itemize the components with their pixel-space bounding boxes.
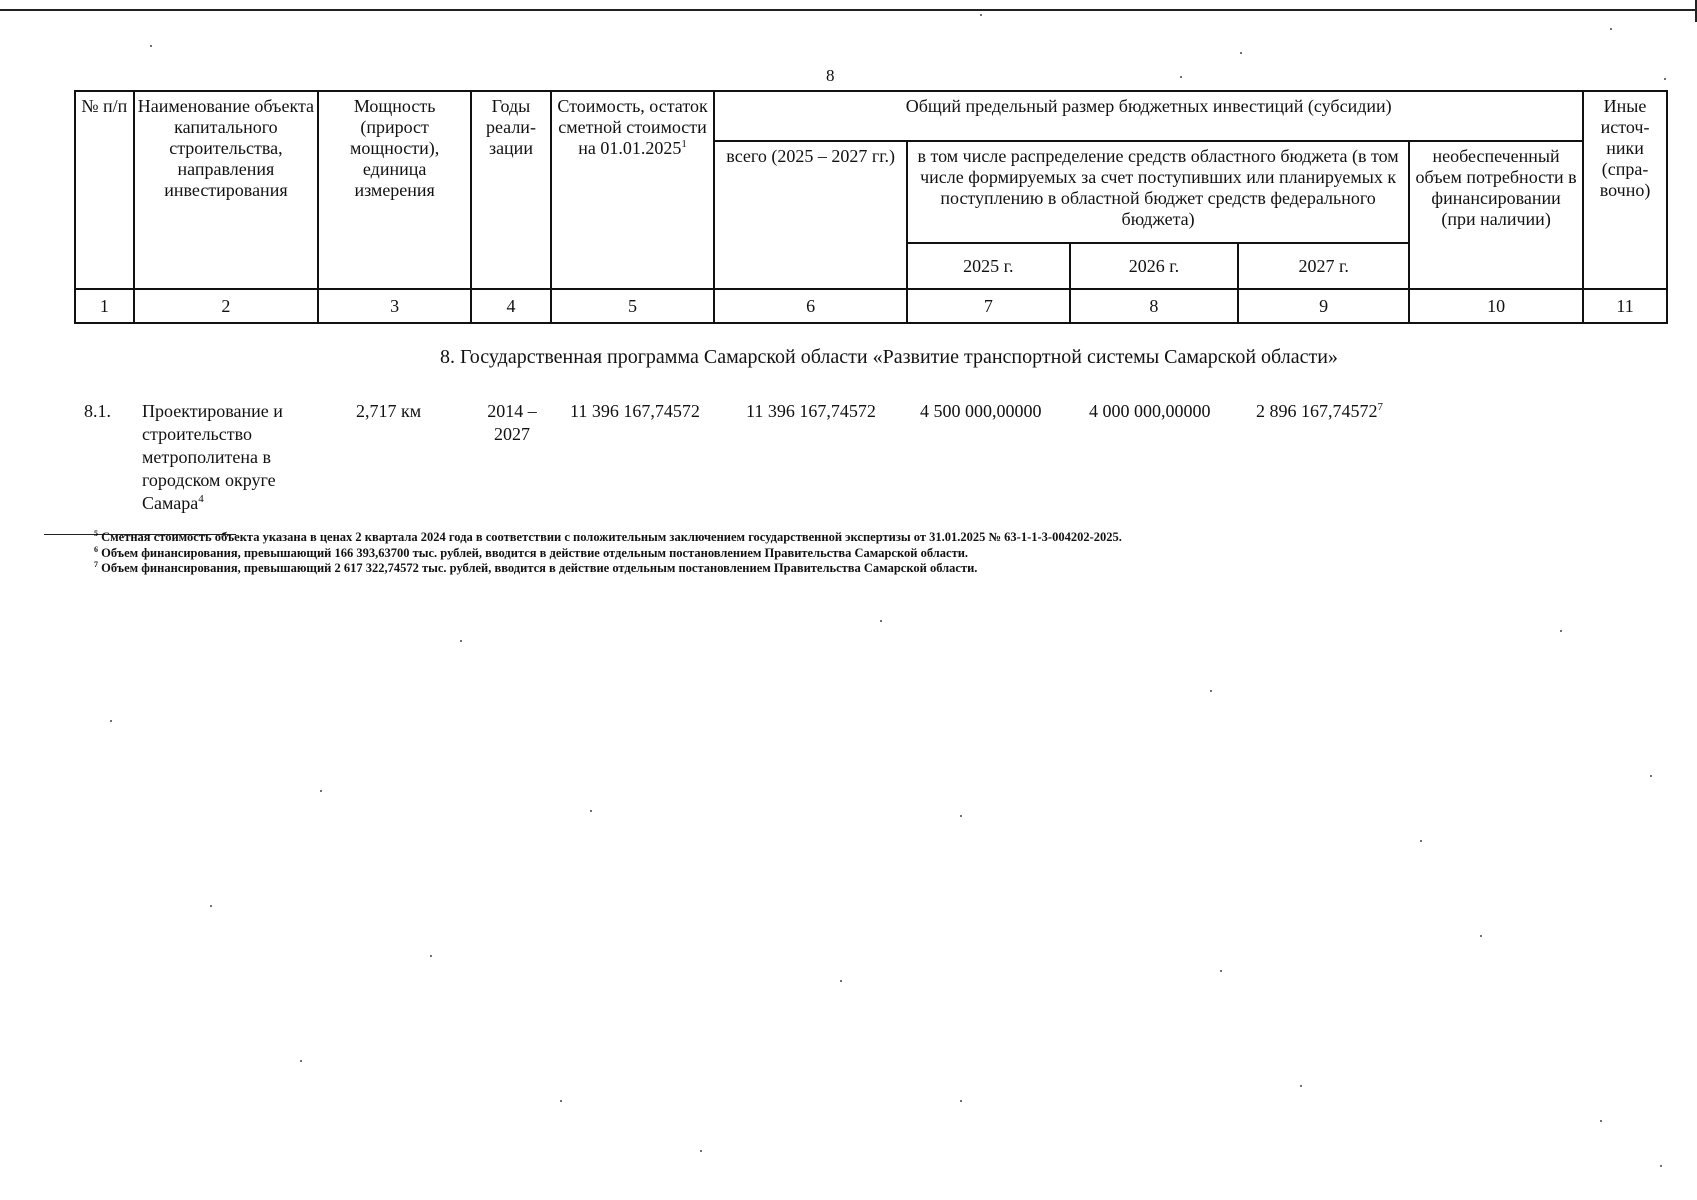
column-number: 8: [1070, 289, 1239, 323]
header-group-budget-investments: Общий предельный размер бюджетных инвестиций (субсидии): [714, 91, 1583, 141]
header-col-name: Наименование объекта капитального строительства, направления инвестирования: [134, 91, 318, 289]
header-col-number: № п/п: [75, 91, 134, 289]
footnote-item: [94, 546, 1122, 562]
header-col-cost: [551, 91, 714, 289]
footnote-mark: 7: [94, 559, 98, 569]
footnote-item: [94, 530, 1122, 546]
header-col-2026: 2026 г.: [1070, 243, 1239, 289]
column-number: 6: [714, 289, 907, 323]
column-number: 10: [1409, 289, 1583, 323]
header-col-years: Годы реали-зации: [471, 91, 551, 289]
top-border-line: [0, 9, 1697, 11]
column-number: 2: [134, 289, 318, 323]
row-2027-value: 2 896 167,74572: [1256, 401, 1378, 421]
column-number: 11: [1583, 289, 1667, 323]
header-col-cost-text: Стоимость, остаток сметной стоимости на 01.01.2025: [557, 96, 708, 158]
header-col-total: всего (2025 – 2027 гг.): [714, 141, 907, 289]
header-subgroup-regional-budget: в том числе распределение средств областного бюджета (в том числе формируемых за счет поступивших или планируемых к поступлению в областной бюджет средств федерального бюджета): [907, 141, 1409, 243]
column-numbers-row: [75, 289, 1667, 323]
column-number: 5: [551, 289, 714, 323]
row-object-name: [142, 400, 332, 515]
row-cost: 11 396 167,74572: [570, 401, 700, 421]
row-2027-footnote-mark: 7: [1377, 401, 1383, 413]
header-col-other-sources: Иные источ-ники (спра-вочно): [1583, 91, 1667, 289]
row-capacity: 2,717 км: [356, 401, 422, 421]
footnote-text: Сметная стоимость объекта указана в ценах 2 квартала 2024 года в соответствии с положительным заключением государственной экспертизы от 31.01.2025 № 63-1-1-3-004202-2025.: [101, 530, 1122, 544]
column-number: 7: [907, 289, 1069, 323]
budget-investment-table-header: [74, 90, 1668, 324]
footnote-item: [94, 561, 1122, 577]
page-number: 8: [826, 66, 835, 85]
column-number: 4: [471, 289, 551, 323]
footnote-mark: 5: [94, 528, 98, 538]
row-object-name-footnote-mark: 4: [198, 493, 204, 505]
row-total: 11 396 167,74572: [746, 401, 876, 421]
row-2025: 4 500 000,00000: [920, 401, 1042, 421]
section-title: 8. Государственная программа Самарской области «Развитие транспортной системы Самарской области»: [440, 346, 1338, 368]
row-object-name-text: Проектирование и строительство метрополитена в городском округе Самара: [142, 401, 283, 513]
column-number: 9: [1238, 289, 1409, 323]
header-col-capacity: Мощность (прирост мощности), единица измерения: [318, 91, 471, 289]
column-number: 1: [75, 289, 134, 323]
footnote-mark: 6: [94, 544, 98, 554]
footnote-text: Объем финансирования, превышающий 2 617 322,74572 тыс. рублей, вводится в действие отдельным постановлением Правительства Самарской области.: [101, 561, 978, 575]
footnotes: [94, 530, 1122, 577]
row-years: 2014 – 2027: [487, 401, 537, 444]
column-number: 3: [318, 289, 471, 323]
row-number: 8.1.: [84, 401, 111, 421]
footnote-text: Объем финансирования, превышающий 166 393,63700 тыс. рублей, вводится в действие отдельным постановлением Правительства Самарской области.: [101, 545, 969, 560]
header-col-2025: 2025 г.: [907, 243, 1069, 289]
header-col-unfunded: необеспеченный объем потребности в финансировании (при наличии): [1409, 141, 1583, 289]
header-col-2027: 2027 г.: [1238, 243, 1409, 289]
header-col-cost-footnote-mark: 1: [681, 138, 687, 150]
row-2027: [1256, 400, 1383, 423]
row-2026: 4 000 000,00000: [1089, 401, 1211, 421]
